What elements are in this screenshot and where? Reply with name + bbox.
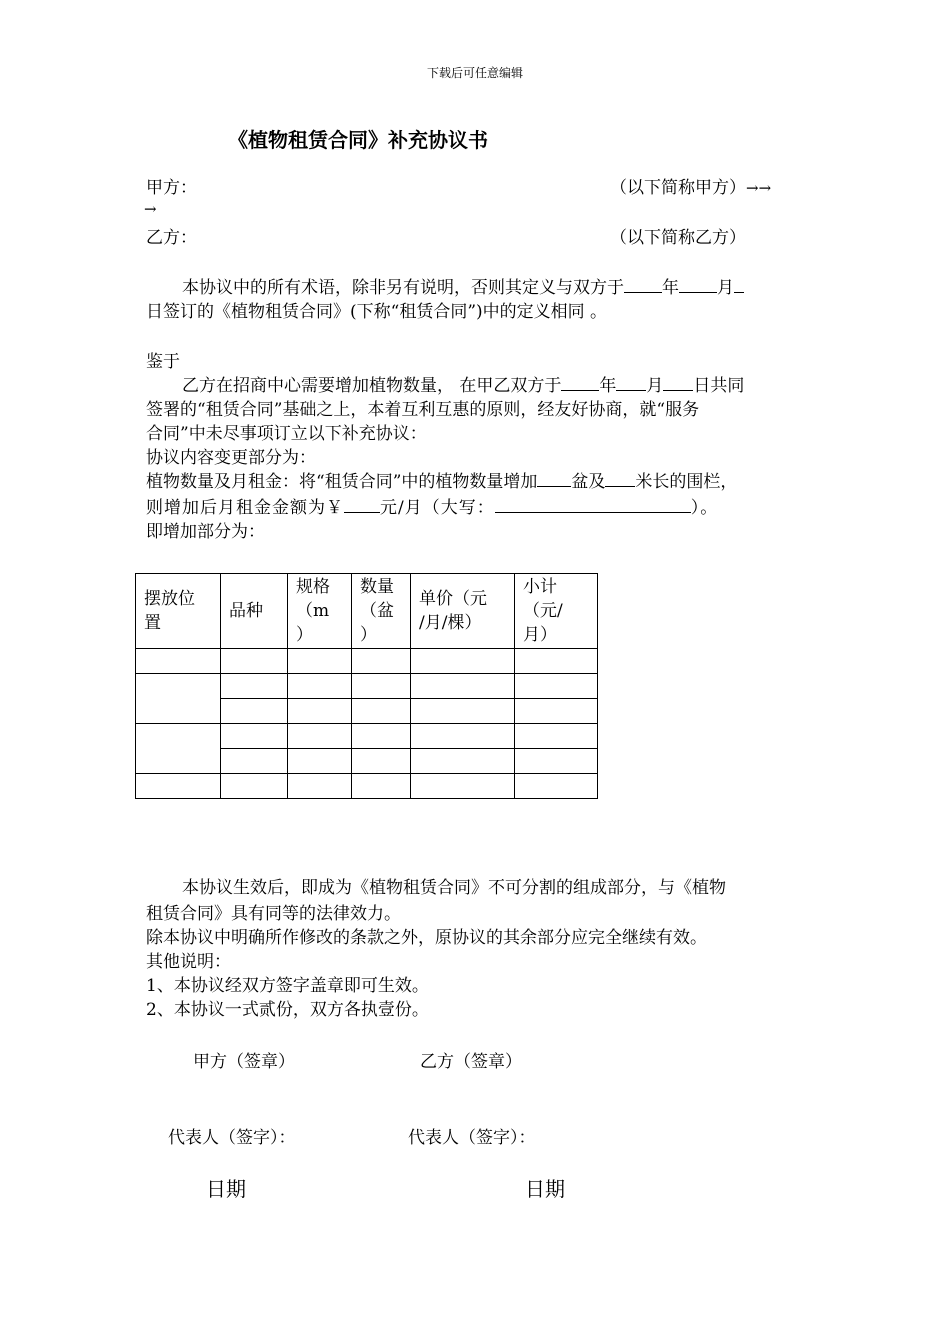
rent-end: ）。 bbox=[690, 498, 719, 518]
table-cell[interactable] bbox=[352, 674, 411, 699]
whereas-line-2: 签署的“租赁合同”基础之上，本着互利互惠的原则，经友好协商，就“服务 bbox=[146, 400, 700, 420]
table-cell-merged[interactable] bbox=[136, 674, 221, 724]
whereas-day-tail: 日共同 bbox=[693, 376, 745, 396]
party-b-seal: 乙方（签章） bbox=[420, 1052, 522, 1072]
table-cell[interactable] bbox=[515, 749, 598, 774]
whereas-heading: 鉴于 bbox=[146, 352, 180, 372]
table-cell[interactable] bbox=[515, 724, 598, 749]
party-b-alias: （以下简称乙方） bbox=[610, 228, 746, 248]
date-a: 日期 bbox=[206, 1177, 246, 1201]
increase-table bbox=[135, 573, 598, 799]
table-row bbox=[136, 774, 598, 799]
rent-text: 则增加后月租金金额为￥ bbox=[146, 498, 344, 518]
table-cell[interactable] bbox=[288, 649, 352, 674]
table-cell[interactable] bbox=[411, 724, 515, 749]
month-blank[interactable] bbox=[679, 276, 717, 293]
table-cell[interactable] bbox=[221, 674, 288, 699]
table-cell[interactable] bbox=[411, 674, 515, 699]
representative-a: 代表人（签字）： bbox=[168, 1128, 296, 1148]
quantity-text: 植物数量及月租金：将“租赁合同”中的植物数量增加 bbox=[146, 472, 538, 492]
table-cell[interactable] bbox=[221, 774, 288, 799]
definition-line-1 bbox=[182, 276, 744, 300]
table-cell[interactable] bbox=[352, 724, 411, 749]
day-blank[interactable] bbox=[734, 276, 744, 293]
year-label: 年 bbox=[662, 278, 679, 298]
arrow-marks: →→ bbox=[746, 179, 772, 197]
fence-blank[interactable] bbox=[605, 470, 635, 487]
whereas-year-blank[interactable] bbox=[561, 374, 599, 391]
date-b: 日期 bbox=[525, 1177, 565, 1201]
whereas-line-3: 合同”中未尽事项订立以下补充协议： bbox=[146, 424, 427, 444]
table-cell[interactable] bbox=[221, 649, 288, 674]
party-a-alias-line bbox=[610, 176, 771, 200]
rent-unit: 元/月（大写： bbox=[380, 498, 495, 518]
quantity-line bbox=[146, 470, 737, 494]
table-cell[interactable] bbox=[221, 699, 288, 724]
table-cell[interactable] bbox=[288, 699, 352, 724]
other-heading: 其他说明： bbox=[146, 952, 231, 972]
table-cell[interactable] bbox=[136, 774, 221, 799]
party-a-seal: 甲方（签章） bbox=[193, 1052, 295, 1072]
table-cell[interactable] bbox=[288, 774, 352, 799]
table-cell[interactable] bbox=[411, 749, 515, 774]
header-location: 摆放位 置 bbox=[136, 574, 221, 649]
pots-label: 盆及 bbox=[571, 472, 606, 492]
whereas-day-blank[interactable] bbox=[663, 374, 693, 391]
table-cell[interactable] bbox=[515, 699, 598, 724]
effect-line-1: 本协议生效后，即成为《植物租赁合同》不可分割的组成部分，与《植物 bbox=[182, 878, 726, 898]
arrow-mark: → bbox=[144, 200, 157, 218]
definition-line-2: 日签订的《植物租赁合同》(下称“租赁合同”)中的定义相同 。 bbox=[146, 302, 608, 322]
rent-words-blank[interactable] bbox=[495, 496, 691, 513]
header-note: 下载后可任意编辑 bbox=[426, 66, 523, 80]
table-cell[interactable] bbox=[221, 749, 288, 774]
whereas-month-blank[interactable] bbox=[616, 374, 646, 391]
table-cell[interactable] bbox=[352, 774, 411, 799]
table-cell[interactable] bbox=[411, 699, 515, 724]
table-cell-merged[interactable] bbox=[136, 724, 221, 774]
note-item-2: 2、本协议一式贰份，双方各执壹份。 bbox=[146, 1000, 429, 1020]
representative-b: 代表人（签字）： bbox=[408, 1128, 536, 1148]
note-item-1: 1、本协议经双方签字盖章即可生效。 bbox=[146, 976, 429, 996]
whereas-month-label: 月 bbox=[646, 376, 664, 396]
header-unit-price: 单价（元 /月/棵） bbox=[411, 574, 515, 649]
effect-line-2: 租赁合同》具有同等的法律效力。 bbox=[146, 904, 401, 924]
table-cell[interactable] bbox=[136, 649, 221, 674]
table-header-row bbox=[136, 574, 598, 649]
table-cell[interactable] bbox=[515, 649, 598, 674]
table-cell[interactable] bbox=[352, 749, 411, 774]
rent-line bbox=[146, 496, 718, 520]
increase-heading: 即增加部分为： bbox=[146, 522, 265, 542]
whereas-year-label: 年 bbox=[599, 376, 617, 396]
table-row bbox=[136, 649, 598, 674]
table-cell[interactable] bbox=[411, 774, 515, 799]
document-title: 《植物租赁合同》补充协议书 bbox=[228, 128, 488, 152]
header-quantity: 数量 （盆 ） bbox=[352, 574, 411, 649]
definition-text: 本协议中的所有术语，除非另有说明，否则其定义与双方于 bbox=[182, 278, 624, 298]
party-a-alias: （以下简称甲方） bbox=[610, 178, 746, 198]
header-spec: 规格 （m ） bbox=[288, 574, 352, 649]
table-row bbox=[136, 674, 598, 699]
table-cell[interactable] bbox=[221, 724, 288, 749]
table-cell[interactable] bbox=[411, 649, 515, 674]
year-blank[interactable] bbox=[624, 276, 662, 293]
rent-amount-blank[interactable] bbox=[344, 496, 380, 513]
header-subtotal: 小计 （元/ 月） bbox=[515, 574, 598, 649]
table-cell[interactable] bbox=[352, 699, 411, 724]
table-cell[interactable] bbox=[288, 724, 352, 749]
changes-heading: 协议内容变更部分为： bbox=[146, 448, 316, 468]
whereas-line-1 bbox=[182, 374, 744, 398]
party-a-label: 甲方： bbox=[146, 178, 197, 198]
table-cell[interactable] bbox=[288, 749, 352, 774]
whereas-text: 乙方在招商中心需要增加植物数量， 在甲乙双方于 bbox=[182, 376, 562, 396]
party-b-label: 乙方： bbox=[146, 228, 197, 248]
pots-blank[interactable] bbox=[537, 470, 571, 487]
table-cell[interactable] bbox=[352, 649, 411, 674]
effect-line-3: 除本协议中明确所作修改的条款之外，原协议的其余部分应完全继续有效。 bbox=[146, 928, 707, 948]
header-variety: 品种 bbox=[221, 574, 288, 649]
table-cell[interactable] bbox=[515, 774, 598, 799]
table-row bbox=[136, 724, 598, 749]
month-label: 月 bbox=[717, 278, 734, 298]
table-cell[interactable] bbox=[288, 674, 352, 699]
fence-label: 米长的围栏， bbox=[635, 472, 738, 492]
table-cell[interactable] bbox=[515, 674, 598, 699]
